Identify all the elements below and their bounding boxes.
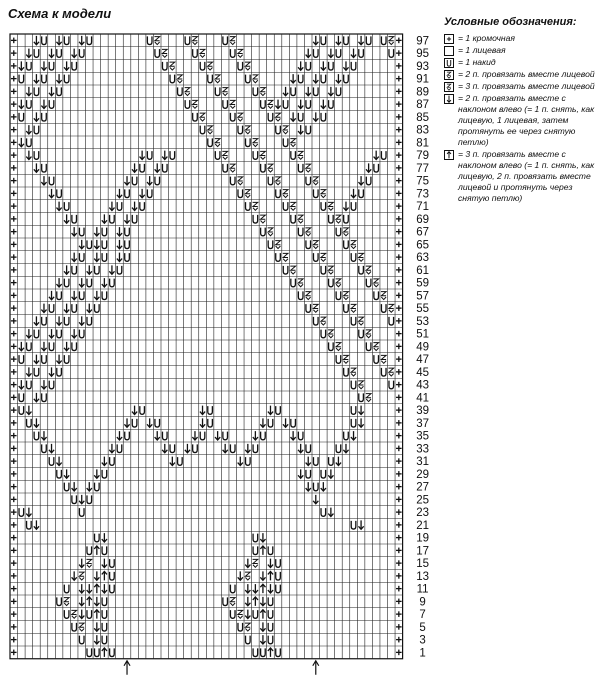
row-number-label: 15 <box>416 558 429 571</box>
row-number-label: 1 <box>419 647 426 660</box>
row-number-label: 93 <box>416 60 429 73</box>
row-number-label: 49 <box>416 341 429 354</box>
legend-item-text: = 2 п. провязать вместе лицевой <box>458 69 595 79</box>
arrow-up-icon <box>444 150 454 160</box>
row-number-label: 51 <box>416 328 429 341</box>
center-marker-arrow <box>313 661 319 675</box>
row-number-label: 31 <box>416 456 429 469</box>
row-number-label: 21 <box>416 519 429 532</box>
legend-item-text: = 3 п. провязать вместе с наклоном влево (= 1 п. снять, как лицевую, 2 п. провязать вместе лицевой и протянуть через снятую петлю) <box>458 149 595 203</box>
row-number-label: 43 <box>416 379 429 392</box>
row-number-label: 23 <box>416 507 429 520</box>
legend <box>444 16 596 205</box>
row-number-label: 81 <box>416 137 429 150</box>
plus-icon <box>444 34 454 44</box>
row-number-label: 11 <box>416 583 429 596</box>
row-number-label: 47 <box>416 354 429 367</box>
row-number-label: 33 <box>416 443 429 456</box>
row-number-label: 69 <box>416 213 429 226</box>
row-number-label: 63 <box>416 252 429 265</box>
row-number-label: 85 <box>416 111 429 124</box>
k2tog-icon <box>444 70 454 80</box>
legend-item <box>444 57 596 68</box>
row-number-label: 13 <box>416 570 429 583</box>
legend-item-text: = 2 п. провязать вместе с наклоном влево (= 1 п. снять, как лицевую, 1 лицевая, затем протянуть ее через снятую петлю) <box>458 93 595 147</box>
legend-item-text: = 1 кромочная <box>458 33 516 43</box>
row-number-label: 29 <box>416 468 429 481</box>
row-number-label: 9 <box>419 596 426 609</box>
chart-title: Схема к модели <box>8 6 112 21</box>
row-number-label: 83 <box>416 124 429 137</box>
row-number-label: 7 <box>419 609 426 622</box>
row-number-label: 95 <box>416 48 429 61</box>
legend-item-text: = 1 накид <box>458 57 496 67</box>
row-number-label: 17 <box>416 545 429 558</box>
legend-item-text: = 3 п. провязать вместе лицевой <box>458 81 595 91</box>
row-number-label: 57 <box>416 290 429 303</box>
row-number-label: 53 <box>416 315 429 328</box>
arrow-down-icon <box>444 94 454 104</box>
row-number-label: 25 <box>416 494 429 507</box>
k3tog-icon <box>444 82 454 92</box>
row-number-label: 41 <box>416 392 429 405</box>
legend-item <box>444 149 596 204</box>
row-number-label: 55 <box>416 303 429 316</box>
row-number-label: 71 <box>416 201 429 214</box>
row-number-label: 87 <box>416 99 429 112</box>
legend-item <box>444 93 596 148</box>
row-number-label: 67 <box>416 226 429 239</box>
row-number-label: 35 <box>416 430 429 443</box>
row-number-label: 73 <box>416 188 429 201</box>
row-number-label: 27 <box>416 481 429 494</box>
row-number-label: 19 <box>416 532 429 545</box>
legend-item <box>444 33 596 44</box>
row-number-label: 97 <box>416 35 429 48</box>
legend-item <box>444 81 596 92</box>
row-number-label: 45 <box>416 366 429 379</box>
row-number-label: 61 <box>416 264 429 277</box>
legend-item <box>444 69 596 80</box>
row-number-label: 65 <box>416 239 429 252</box>
row-number-label: 3 <box>419 634 426 647</box>
yarn-over-icon <box>444 58 454 68</box>
legend-item-text: = 1 лицевая <box>458 45 506 55</box>
legend-title: Условные обозначения: <box>444 16 577 28</box>
row-number-label: 77 <box>416 162 429 175</box>
center-marker-arrow <box>124 661 130 675</box>
legend-item <box>444 45 596 56</box>
row-number-label: 59 <box>416 277 429 290</box>
row-number-label: 75 <box>416 175 429 188</box>
blank-square-icon <box>444 46 454 56</box>
row-number-label: 91 <box>416 73 429 86</box>
row-number-label: 5 <box>419 621 426 634</box>
row-number-label: 89 <box>416 86 429 99</box>
row-number-label: 37 <box>416 417 429 430</box>
row-number-label: 39 <box>416 405 429 418</box>
row-number-label: 79 <box>416 150 429 163</box>
